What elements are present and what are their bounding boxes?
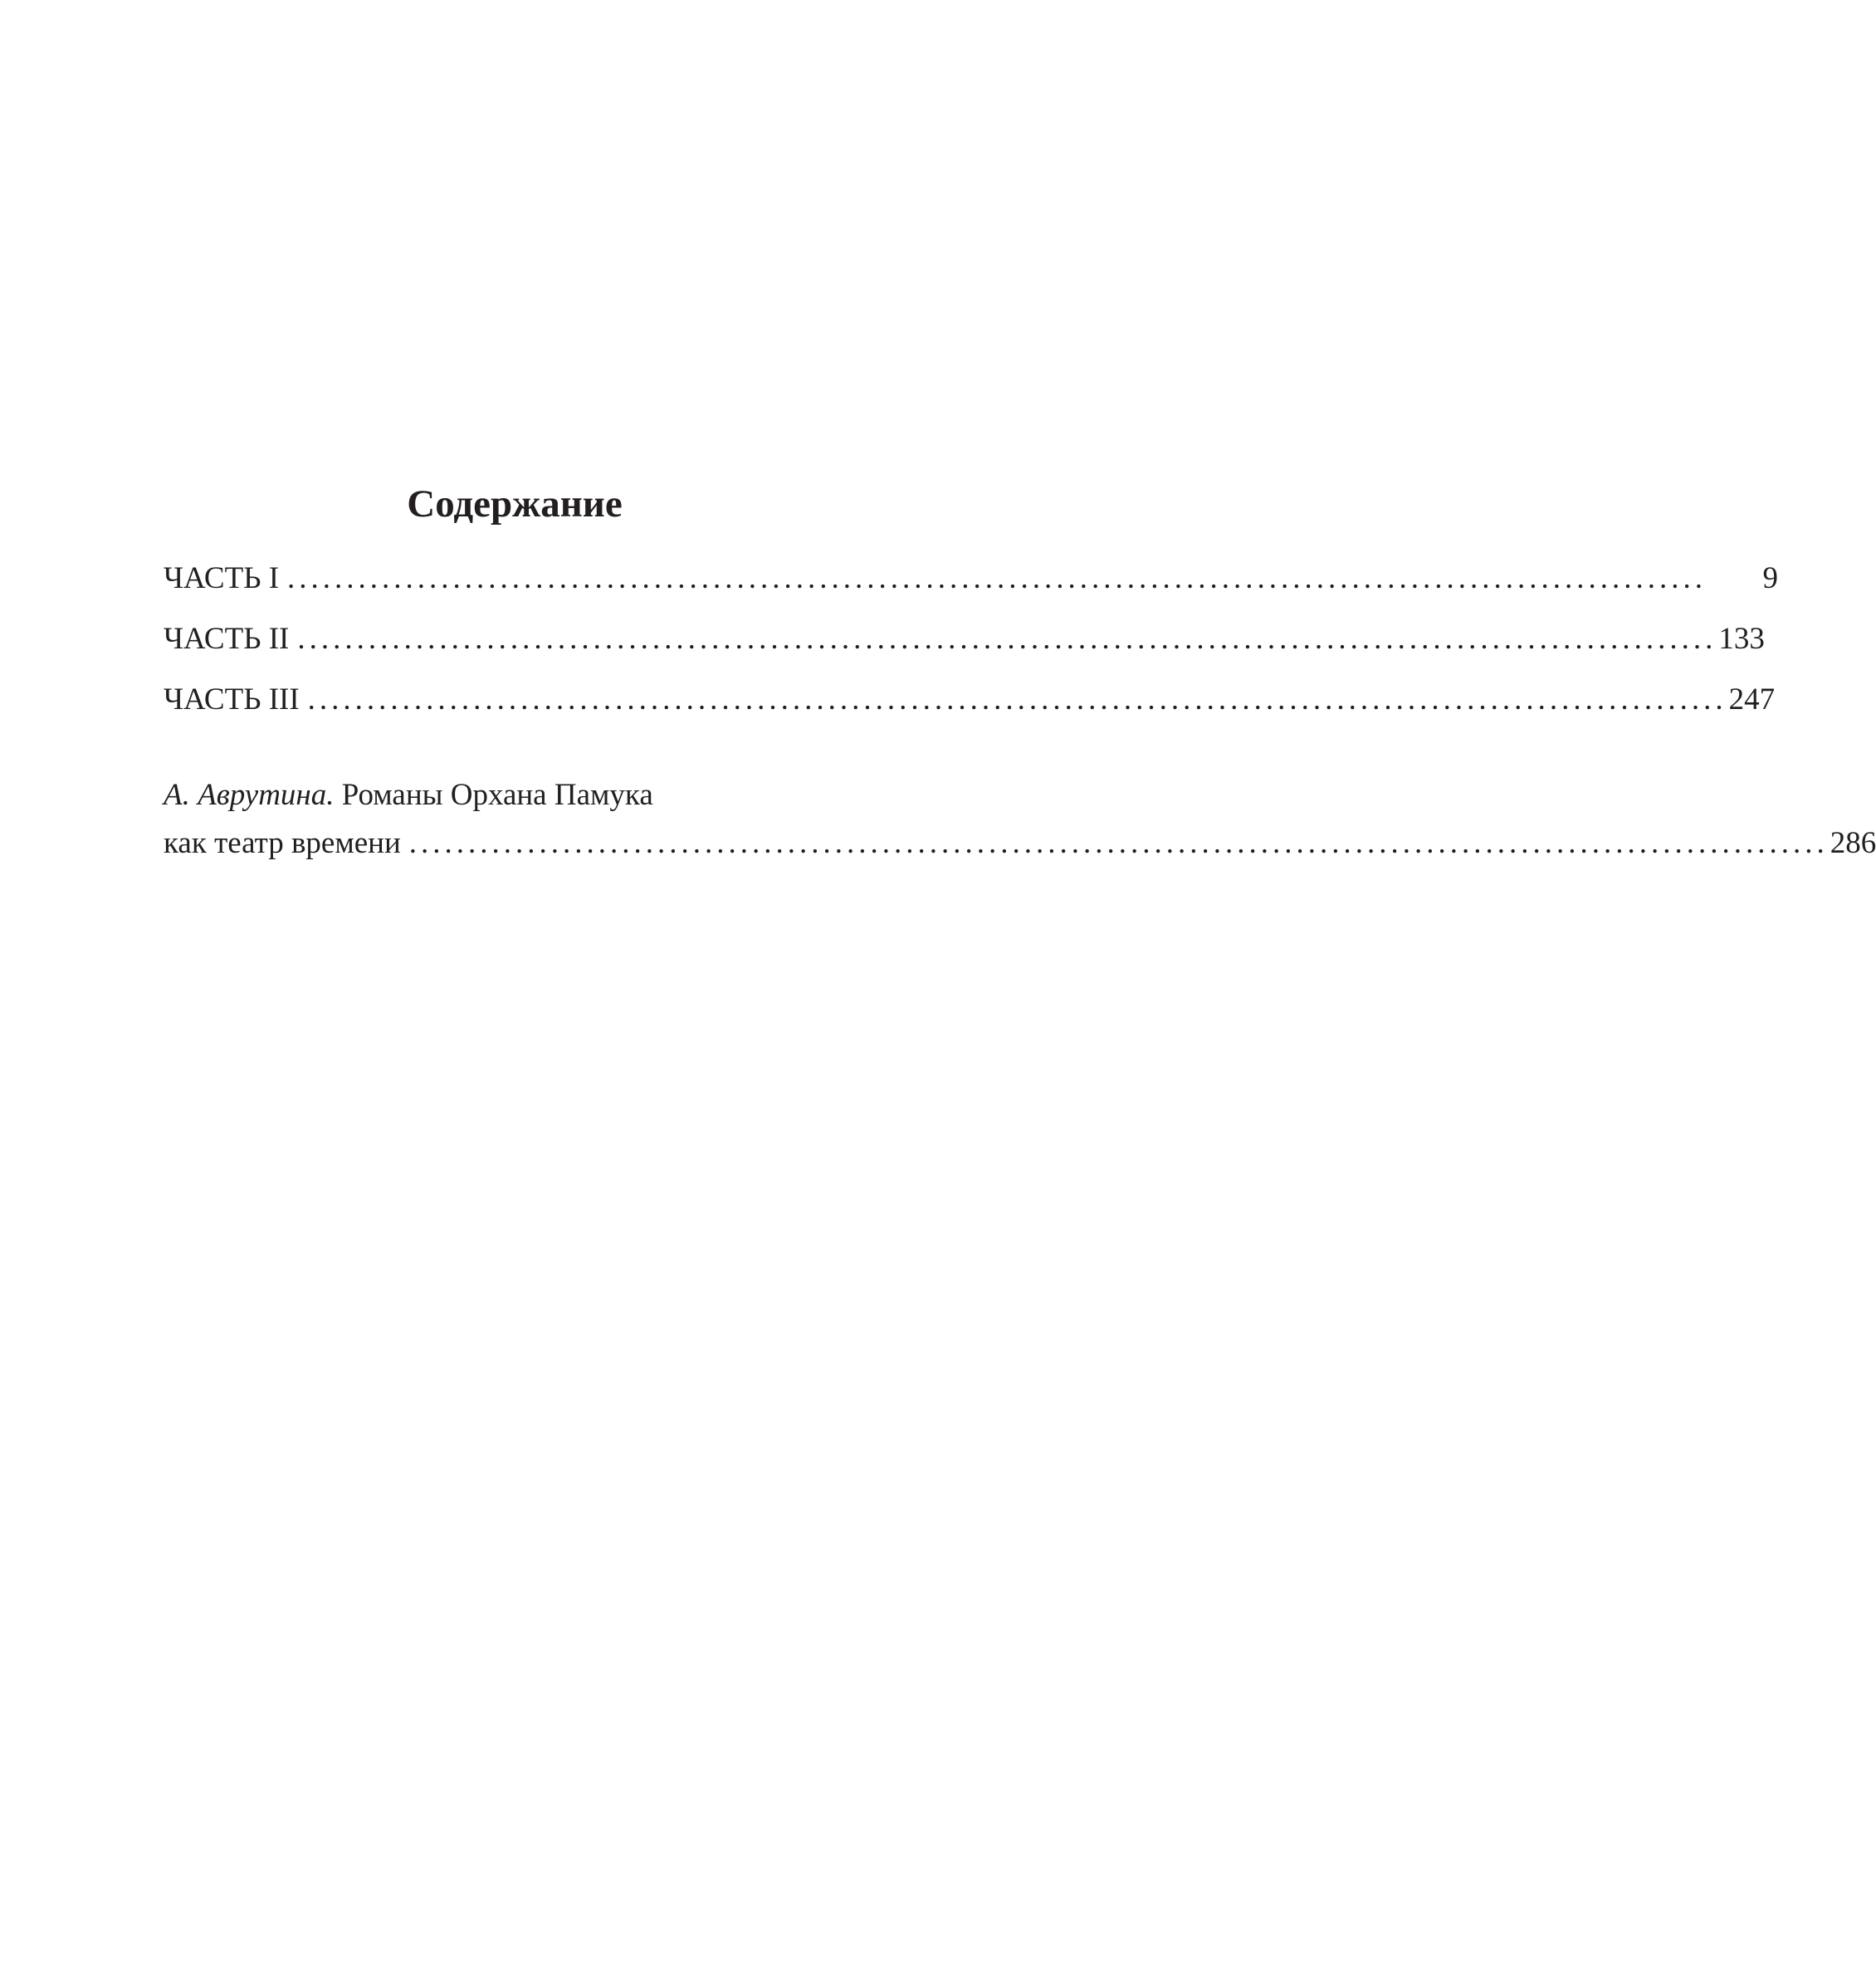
dot-leader: ........................................................................................................................ [297, 622, 1717, 656]
toc-entry-afterword[interactable] [164, 771, 1876, 868]
toc-entry-page: 247 [1728, 682, 1776, 716]
toc-entry-part-2[interactable] [164, 619, 1765, 660]
afterword-title-line2: как театр времени [164, 826, 401, 860]
table-of-contents [164, 558, 1779, 721]
dot-leader: ........................................................................................................................ [408, 826, 1829, 860]
afterword-second-line [164, 819, 1876, 868]
toc-entry-part-3[interactable] [164, 679, 1776, 721]
toc-entry-label: ЧАСТЬ II [164, 622, 290, 656]
afterword-title-line1: Романы Орхана Памука [341, 778, 653, 812]
afterword-author: А. Аврутина. [164, 778, 335, 812]
toc-entry-page: 133 [1718, 622, 1765, 656]
afterword-first-line [164, 771, 891, 819]
toc-entry-label: ЧАСТЬ III [164, 682, 300, 716]
toc-entry-page: 286 [1830, 826, 1876, 860]
toc-entry-label: ЧАСТЬ I [164, 561, 280, 595]
dot-leader: ........................................................................................................................ [287, 561, 1707, 595]
page-title: Содержание [407, 482, 623, 526]
dot-leader: ........................................................................................................................ [307, 682, 1727, 716]
toc-entry-part-1[interactable] [164, 558, 1779, 599]
toc-entry-page: 9 [1762, 561, 1779, 595]
